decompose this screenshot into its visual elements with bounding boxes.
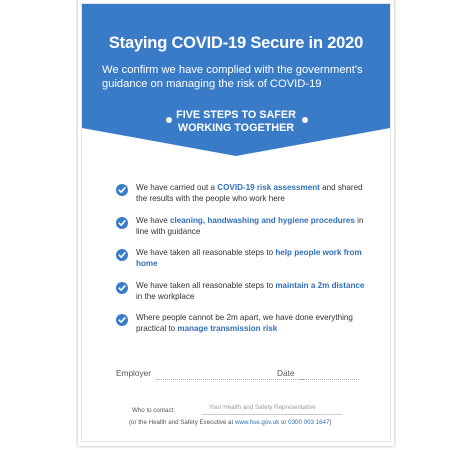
contact-field-placeholder: Your Health and Safety Representative <box>209 404 316 411</box>
signature-row <box>116 368 376 382</box>
poster-sheet <box>78 0 394 446</box>
date-label: Date <box>277 368 295 378</box>
contact-label: Who to contact: <box>132 407 175 414</box>
list-item-text: We have carried out a COVID-19 risk assessment and shared the results with the people who work here <box>136 183 363 204</box>
list-item-text: We have taken all reasonable steps to maintain a 2m distance in the workplace <box>136 281 365 302</box>
hse-website-link[interactable]: www.hse.gov.uk <box>234 419 280 426</box>
date-field[interactable] <box>299 379 359 380</box>
employer-label: Employer <box>116 368 152 378</box>
poster-content <box>81 3 391 442</box>
list-item-text: We have taken all reasonable steps to help people work from home <box>136 248 362 269</box>
check-circle-icon <box>116 184 128 196</box>
contact-field[interactable] <box>202 414 342 415</box>
page-title: Staying COVID-19 Secure in 2020 <box>108 34 364 52</box>
check-circle-icon <box>116 217 128 229</box>
employer-field[interactable] <box>156 379 304 380</box>
list-item-highlight: cleaning, handwashing and hygiene procedures <box>170 216 355 225</box>
page-subtitle: We confirm we have complied with the government's guidance on managing the risk of COVID-19 <box>102 64 363 90</box>
check-circle-icon <box>116 249 128 261</box>
header-banner <box>82 4 390 156</box>
steps-heading-line1: FIVE STEPS TO SAFER <box>176 109 296 121</box>
check-circle-icon <box>116 282 128 294</box>
list-item-highlight: help people work from home <box>136 248 362 269</box>
steps-heading-line2: WORKING TOGETHER <box>177 121 295 134</box>
check-circle-icon <box>116 314 128 326</box>
list-item-highlight: manage transmission risk <box>177 324 278 334</box>
steps-heading <box>82 109 390 139</box>
list-item-highlight: COVID-19 risk assessment <box>217 183 320 192</box>
hse-phone-link[interactable]: 0300 003 1647 <box>288 419 330 426</box>
contact-note: (or the Health and Safety Executive at www.hse.gov.uk or 0300 003 1647) <box>129 419 332 426</box>
list-item-text: We have cleaning, handwashing and hygiene procedures in line with guidance <box>136 216 364 237</box>
list-item-highlight: maintain a 2m distance <box>275 281 365 290</box>
list-item-text: Where people cannot be 2m apart, we have done everything practical to manage transmission risk <box>136 313 353 334</box>
bullet-dot-icon <box>302 117 308 123</box>
